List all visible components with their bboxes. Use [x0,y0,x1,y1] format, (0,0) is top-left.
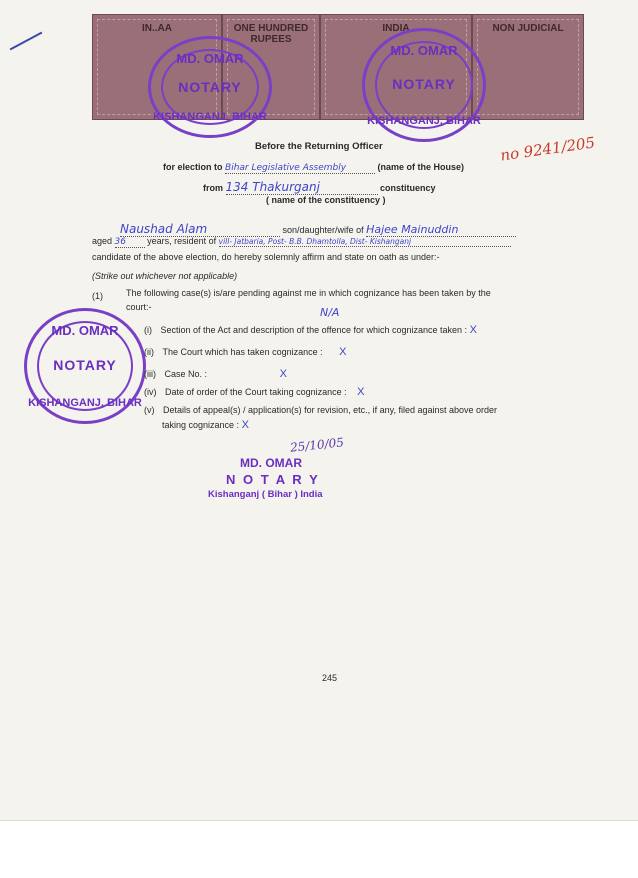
seal-mid-text: NOTARY [392,76,456,93]
label: constituency [380,183,436,193]
stamp-text: ONE HUNDRED RUPEES [233,23,309,45]
deponent-line [120,222,516,237]
sub-item [144,324,477,336]
sub-item-text: taking cognizance : [162,420,240,430]
handwritten-date: 25/10/05 [289,435,345,455]
age-field: 36 [115,237,145,248]
stamp-text: INDIA [382,23,410,34]
seal-bottom-text: KISHANGANJ, BIHAR [367,115,481,127]
seal-mid-text: NOTARY [178,79,242,96]
parent-name-field: Hajee Mainuddin [366,223,516,237]
document-title: Before the Returning Officer [255,141,383,152]
election-house-field: Bihar Legislative Assembly [225,163,375,174]
notary-place: Kishanganj ( Bihar ) India [208,489,323,500]
address-field: vill- Jatbaria, Post- B.B. Dhamtolla, Dist- Kishanganj [219,237,511,247]
sub-item-text: Section of the Act and description of the offence for which cognizance taken : [160,325,468,335]
cross-mark: X [469,324,477,336]
clause-text-cont: court:- [126,302,152,312]
sub-item-text: Case No. : [164,369,208,379]
deponent-name-field: Naushad Alam [120,222,280,237]
constituency-line [203,180,436,195]
label: from [203,183,223,193]
age-address-line [92,236,511,248]
sub-item [144,386,364,398]
constituency-note: ( name of the constituency ) [266,195,386,205]
notary-seal-icon [362,28,486,142]
seal-bottom-text: KISHANGANJ, BIHAR [28,397,142,409]
sub-item-number: (iii) [144,369,156,379]
stamp-text: IN..AA [142,23,172,34]
sub-item-number: (v) [144,405,155,415]
seal-top-text: MD. OMAR [390,43,458,58]
label: for election to [163,162,223,172]
seal-mid-text: NOTARY [53,357,117,374]
sub-item [144,405,497,415]
sub-item-number: (i) [144,325,152,335]
sub-item [144,368,287,380]
label: years, resident of [147,236,217,246]
sub-item [144,346,346,358]
reference-number: no 9241/205 [499,133,597,165]
sub-item-text: The Court which has taken cognizance : [162,347,323,357]
na-mark: N/A [320,306,340,319]
revenue-stamp [472,14,584,120]
notary-seal-icon [148,36,272,138]
seal-top-text: MD. OMAR [176,51,244,66]
page-number: 245 [322,673,338,683]
sub-item-text: Details of appeal(s) / application(s) for revision, etc., if any, filed against above order [163,405,498,415]
notary-name: MD. OMAR [240,456,302,470]
notary-title: N O T A R Y [226,472,320,487]
label: (name of the House) [377,162,465,172]
label: son/daughter/wife of [282,225,364,235]
notary-seal-icon [24,308,146,424]
cross-mark: X [339,346,347,358]
cross-mark: X [279,368,287,380]
sub-item-number: (ii) [144,347,154,357]
stamp-text: NON JUDICIAL [492,23,564,34]
clause-text: The following case(s) is/are pending against me in which cognizance has been taken by the [126,288,491,298]
sub-item-cont [162,419,249,431]
label: aged [92,236,113,246]
notary-block [208,456,323,500]
constituency-field: 134 Thakurganj [226,180,378,195]
seal-top-text: MD. OMAR [51,323,119,338]
seal-bottom-text: KISHANGANJ, BIHAR [153,111,267,123]
scanner-margin [0,820,638,878]
candidate-statement: candidate of the above election, do hereby solemnly affirm and state on oath as under:- [92,252,440,262]
clause-number: (1) [92,291,103,301]
cross-mark: X [357,386,365,398]
cross-mark: X [241,419,249,431]
sub-item-number: (iv) [144,387,157,397]
sub-item-text: Date of order of the Court taking cognizance : [165,387,347,397]
election-line [163,162,464,174]
strike-note: (Strike out whichever not applicable) [92,271,238,281]
